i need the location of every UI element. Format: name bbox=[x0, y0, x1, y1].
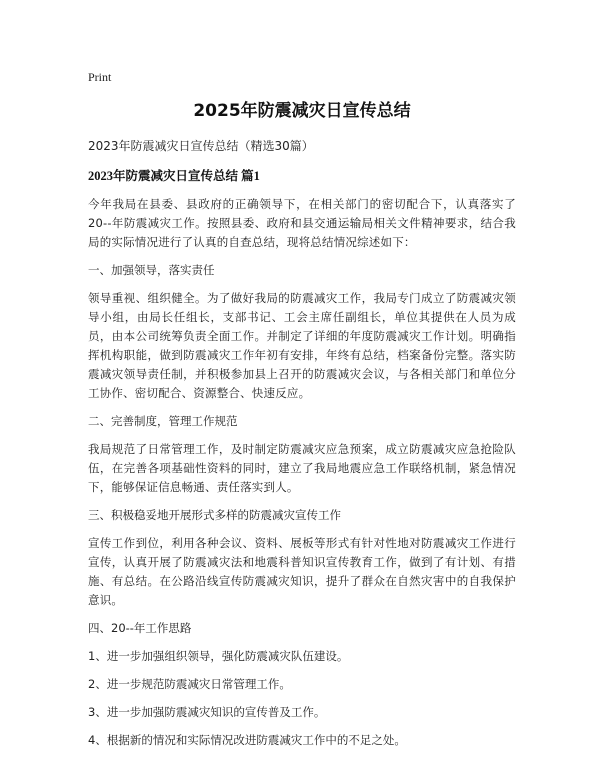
document-body bbox=[88, 100, 516, 759]
paragraph-system: 我局规范了日常管理工作，及时制定防震减灾应急预案，成立防震减灾应急抢险队伍，在完善各项基础性资料的同时，建立了我局地震应急工作联络机制，紧急情况下，能够保证信息畅通、责任落实到人。 bbox=[88, 442, 516, 494]
print-link[interactable]: Print bbox=[88, 70, 112, 84]
heading-work-plan: 四、20--年工作思路 bbox=[88, 621, 192, 635]
list-item: 2、进一步规范防震减灾日常管理工作。 bbox=[88, 677, 291, 691]
intro-paragraph: 今年我局在县委、县政府的正确领导下，在相关部门的密切配合下，认真落实了20--年防震减灾工作。按照县委、政府和县交通运输局相关文件精神要求，结合我局的实际情况进行了认真的自查总结，现将总结情况综述如下： bbox=[88, 197, 516, 249]
document-title: 2025年防震减灾日宣传总结 bbox=[193, 101, 411, 121]
paragraph-publicity: 宣传工作到位，利用各种会议、资料、展板等形式有针对性地对防震减灾工作进行宣传，认真开展了防震减灾法和地震科普知识宣传教育工作，做到了有计划、有措施、有总结。在公路沿线宣传防震减灾知识，提升了群众在自然灾害中的自我保护意识。 bbox=[88, 536, 516, 607]
list-item: 3、进一步加强防震减灾知识的宣传普及工作。 bbox=[88, 705, 326, 719]
heading-publicity: 三、积极稳妥地开展形式多样的防震减灾宣传工作 bbox=[88, 508, 341, 522]
paragraph-leadership: 领导重视、组织健全。为了做好我局的防震减灾工作，我局专门成立了防震减灾领导小组，由局长任组长，支部书记、工会主席任副组长，单位其提供在人员为成员，由本公司统筹负责全面工作。并制定了详细的年度防震减灾工作计划。明确指挥机构职能，做到防震减灾工作年初有安排，年终有总结，档案备份完整。落实防震减灾领导责任制，并积极参加县上召开的防震减灾会议，与各相关部门和单位分工协作、密切配合、资源整合、快速反应。 bbox=[88, 291, 516, 400]
heading-leadership: 一、加强领导，落实责任 bbox=[88, 263, 215, 277]
section-heading: 2023年防震减灾日宣传总结 篇1 bbox=[88, 169, 260, 183]
list-item: 4、根据新的情况和实际情况改进防震减灾工作中的不足之处。 bbox=[88, 733, 406, 747]
heading-system: 二、完善制度，管理工作规范 bbox=[88, 414, 238, 428]
list-item: 1、进一步加强组织领导，强化防震减灾队伍建设。 bbox=[88, 649, 349, 663]
document-subtitle: 2023年防震减灾日宣传总结（精选30篇） bbox=[88, 139, 314, 153]
